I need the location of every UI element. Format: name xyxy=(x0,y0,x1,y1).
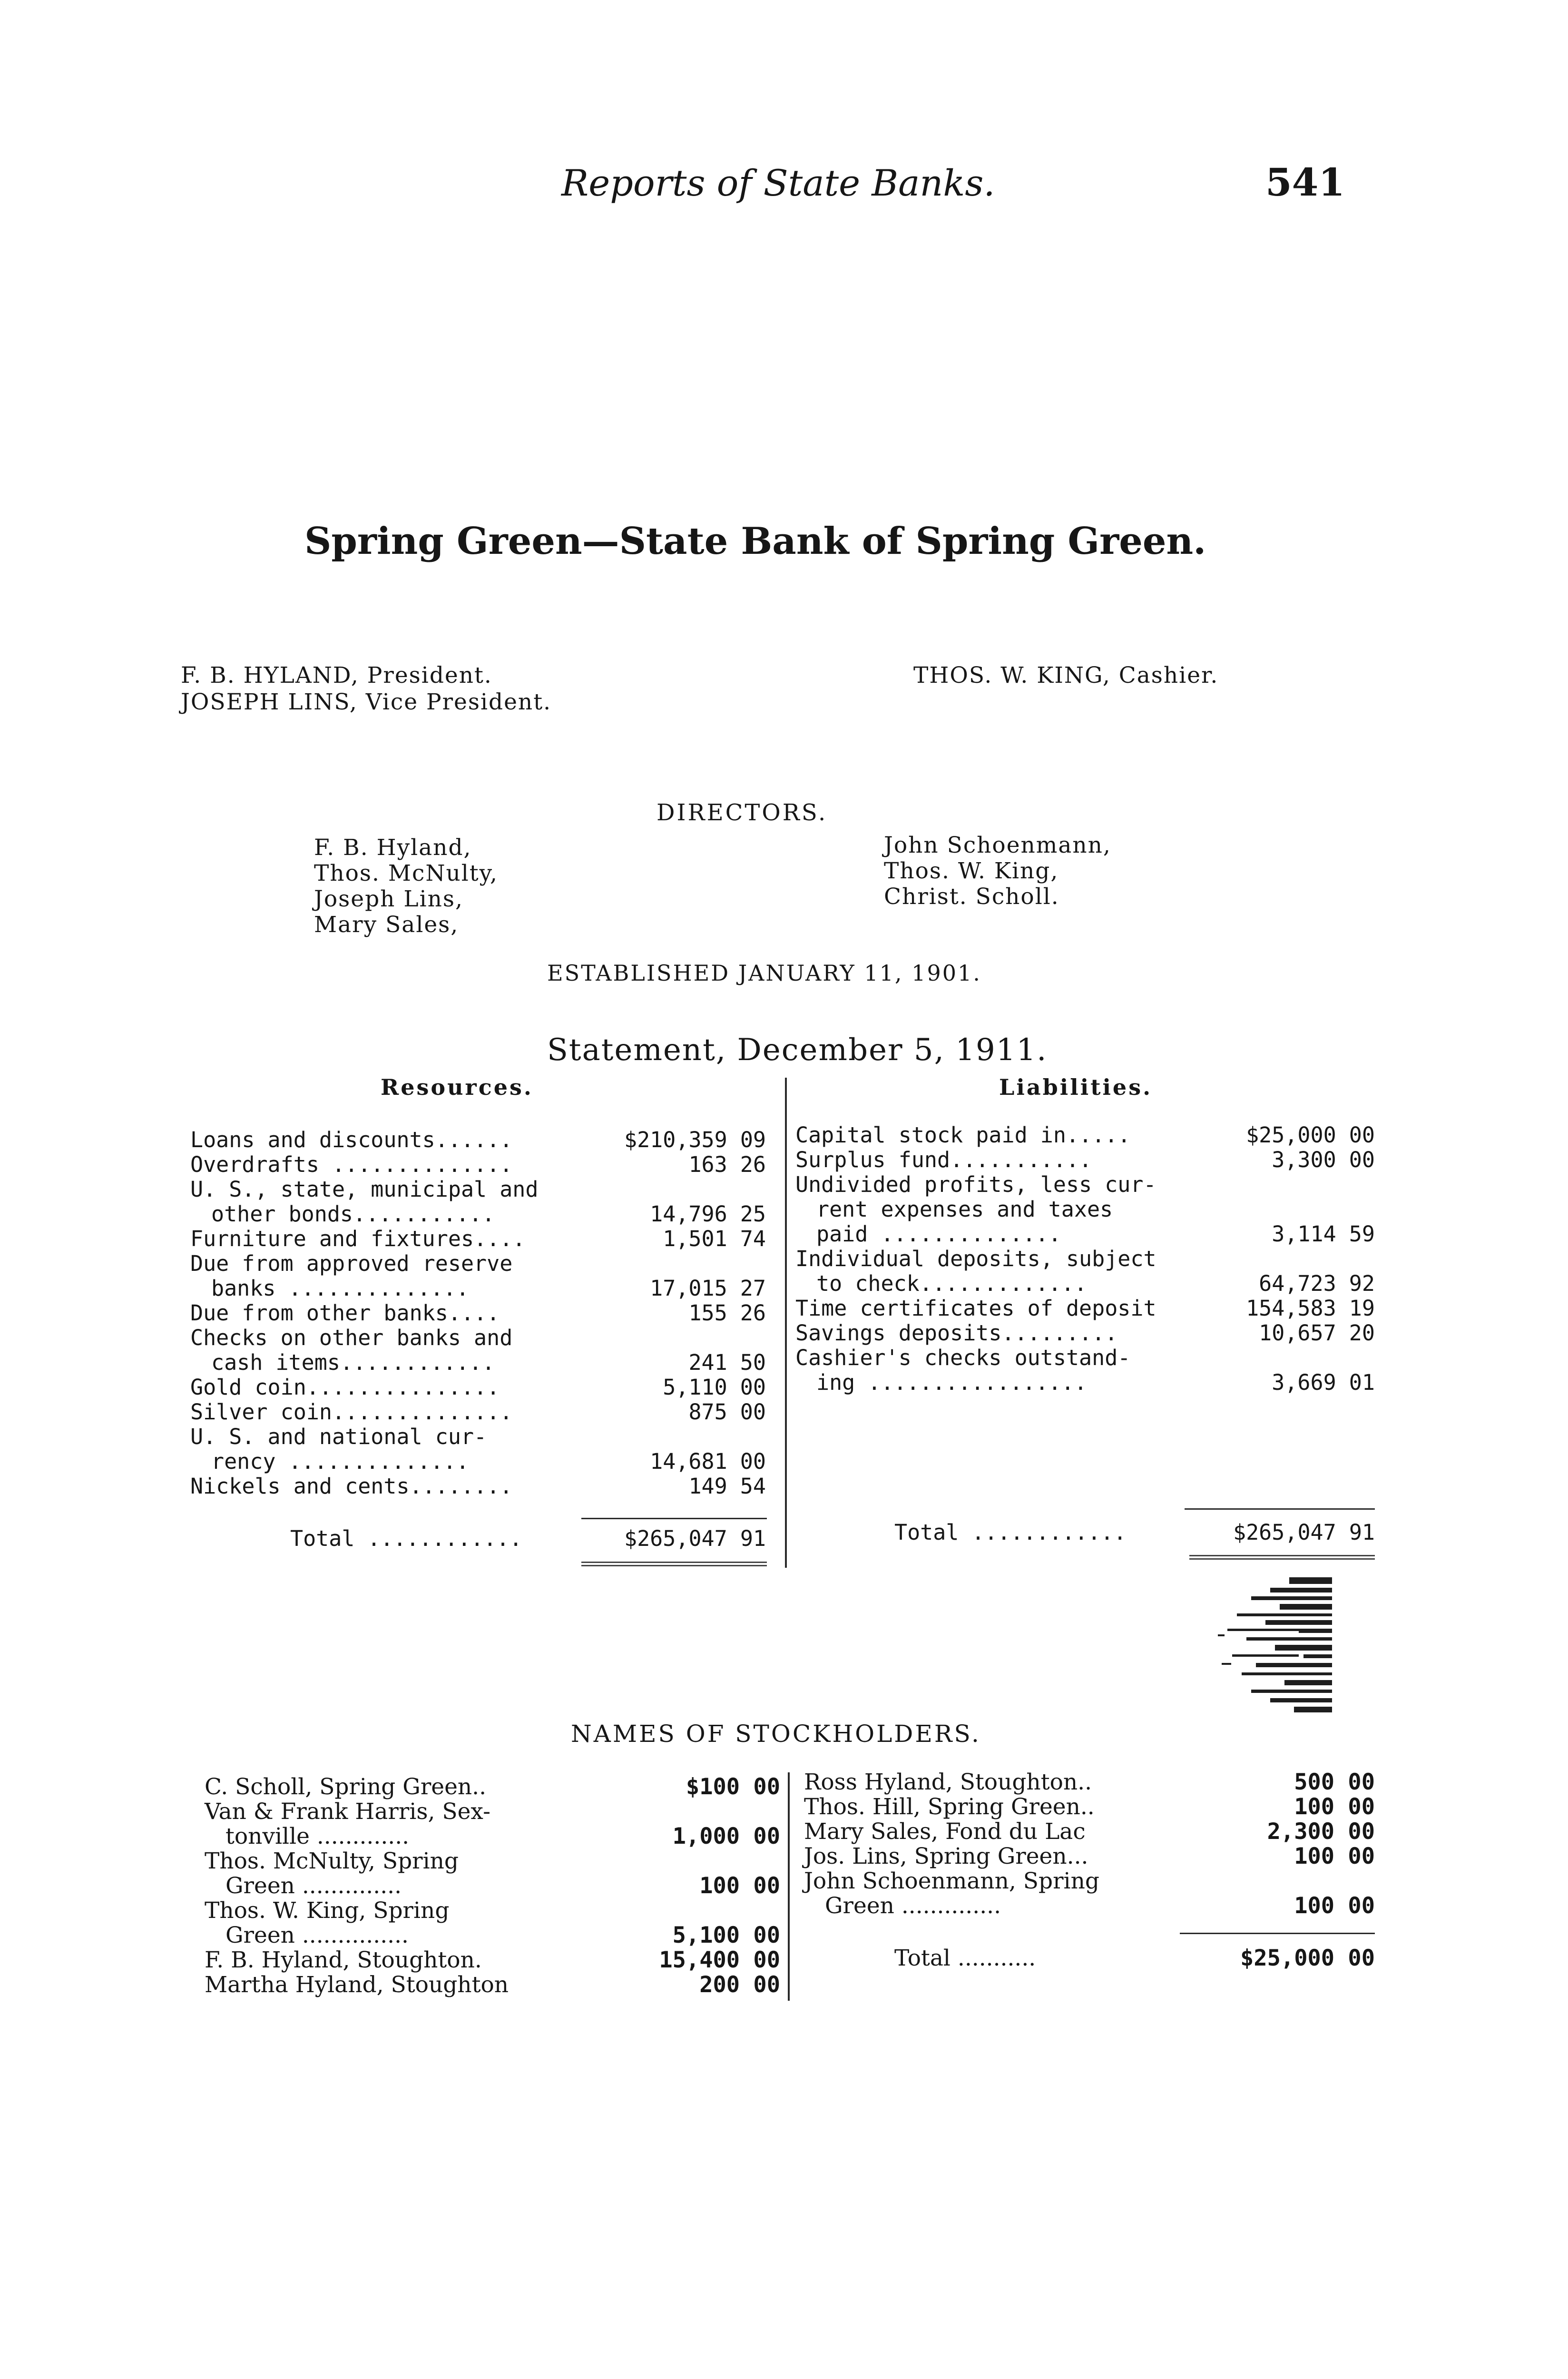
liabilities-heading: Liabilities. xyxy=(999,1074,1153,1100)
stockholder-row: Martha Hyland, Stoughton 200 00 xyxy=(205,1972,780,1998)
stockholder-row: John Schoenmann, Spring xyxy=(804,1868,1099,1894)
stockholder-row: Green ............... 5,100 00 xyxy=(225,1922,780,1948)
resource-row: Due from other banks.... 155 26 xyxy=(190,1300,766,1326)
director-name: Christ. Scholl. xyxy=(884,884,1059,910)
resource-row: Silver coin.............. 875 00 xyxy=(190,1399,766,1425)
resource-row: Checks on other banks and xyxy=(190,1325,513,1350)
stockholder-row: Ross Hyland, Stoughton.. 500 00 xyxy=(804,1769,1375,1795)
stockholders-right-list xyxy=(804,1770,1375,1918)
stockholder-row: Mary Sales, Fond du Lac 2,300 00 xyxy=(804,1819,1375,1845)
liability-row: Undivided profits, less cur- xyxy=(795,1172,1156,1197)
resource-row: Overdrafts .............. 163 26 xyxy=(190,1152,766,1177)
resource-row: rency .............. 14,681 00 xyxy=(211,1449,766,1474)
statement-title: Statement, December 5, 1911. xyxy=(547,1032,1048,1068)
liabilities-total-row: Total ............ $265,047 91 xyxy=(894,1520,1375,1545)
stockholder-row: Green .............. 100 00 xyxy=(825,1893,1375,1919)
resource-row: Loans and discounts...... $210,359 09 xyxy=(190,1127,766,1152)
directors-right-list xyxy=(884,833,1111,910)
bank-title: Spring Green—State Bank of Spring Green. xyxy=(304,520,1206,563)
director-name: Thos. W. King, xyxy=(884,858,1059,884)
officer-cashier: THOS. W. KING, Cashier. xyxy=(913,662,1219,688)
liability-row: Capital stock paid in..... $25,000 00 xyxy=(795,1122,1375,1148)
resource-row: U. S. and national cur- xyxy=(190,1424,487,1449)
directors-left-list xyxy=(314,835,498,938)
resources-double-rule xyxy=(581,1562,767,1566)
stockholder-row: Thos. McNulty, Spring xyxy=(205,1848,459,1874)
resource-row: other bonds........... 14,796 25 xyxy=(211,1201,766,1227)
stockholders-total-row: Total ........... $25,000 00 xyxy=(894,1945,1375,1971)
stockholders-left-list xyxy=(205,1775,780,1997)
resources-total-row: Total ............ $265,047 91 xyxy=(290,1526,766,1551)
page-number: 541 xyxy=(1265,160,1345,205)
liability-row: to check............. 64,723 92 xyxy=(816,1271,1375,1296)
resource-row: Nickels and cents........ 149 54 xyxy=(190,1474,766,1499)
resource-row: Furniture and fixtures.... 1,501 74 xyxy=(190,1226,766,1251)
liabilities-total-rule xyxy=(1185,1508,1375,1510)
director-name: F. B. Hyland, xyxy=(314,835,472,861)
stockholders-total xyxy=(894,1946,1375,1971)
resources-total xyxy=(290,1526,766,1551)
stockholder-row: Green .............. 100 00 xyxy=(225,1873,780,1899)
liability-row: Savings deposits......... 10,657 20 xyxy=(795,1320,1375,1346)
stockholder-row: Thos. Hill, Spring Green.. 100 00 xyxy=(804,1794,1375,1820)
director-name: Thos. McNulty, xyxy=(314,860,498,886)
resource-row: Due from approved reserve xyxy=(190,1251,513,1276)
liability-row: Cashier's checks outstand- xyxy=(795,1345,1131,1370)
running-title: Reports of State Banks. xyxy=(561,162,995,204)
liability-row: Surplus fund........... 3,300 00 xyxy=(795,1147,1375,1172)
liability-row: Individual deposits, subject xyxy=(795,1246,1156,1271)
officer-president: F. B. HYLAND, President. xyxy=(181,662,492,688)
liability-row: ing ................. 3,669 01 xyxy=(816,1370,1375,1395)
statement-divider xyxy=(785,1078,787,1568)
stockholder-row: tonville ............. 1,000 00 xyxy=(225,1823,780,1849)
directors-heading: DIRECTORS. xyxy=(657,799,828,826)
resources-heading: Resources. xyxy=(381,1074,533,1100)
liabilities-total xyxy=(894,1520,1375,1545)
resource-row: cash items............ 241 50 xyxy=(211,1350,766,1375)
stockholder-row: F. B. Hyland, Stoughton. 15,400 00 xyxy=(205,1947,780,1973)
established-date: ESTABLISHED JANUARY 11, 1901. xyxy=(547,960,981,986)
stockholders-total-rule xyxy=(1180,1933,1375,1934)
liabilities-list xyxy=(795,1123,1375,1395)
resources-list xyxy=(190,1128,766,1499)
stockholder-row: C. Scholl, Spring Green.. $100 00 xyxy=(205,1774,780,1800)
ink-blot-mark xyxy=(1218,1577,1332,1720)
director-name: John Schoenmann, xyxy=(884,832,1111,858)
stockholders-heading: NAMES OF STOCKHOLDERS. xyxy=(571,1720,981,1748)
liabilities-double-rule xyxy=(1189,1555,1375,1560)
resource-row: U. S., state, municipal and xyxy=(190,1177,539,1202)
stockholder-row: Van & Frank Harris, Sex- xyxy=(205,1799,490,1825)
officer-vice-president: JOSEPH LINS, Vice President. xyxy=(181,689,552,715)
director-name: Joseph Lins, xyxy=(314,886,463,912)
stockholders-divider xyxy=(788,1772,790,2001)
liability-row: paid .............. 3,114 59 xyxy=(816,1221,1375,1247)
resource-row: banks .............. 17,015 27 xyxy=(211,1276,766,1301)
director-name: Mary Sales, xyxy=(314,912,459,938)
resources-total-rule xyxy=(581,1518,767,1519)
liability-row: rent expenses and taxes xyxy=(816,1197,1113,1222)
resource-row: Gold coin............... 5,110 00 xyxy=(190,1375,766,1400)
stockholder-row: Jos. Lins, Spring Green... 100 00 xyxy=(804,1843,1375,1869)
liability-row: Time certificates of deposit 154,583 19 xyxy=(795,1296,1375,1321)
stockholder-row: Thos. W. King, Spring xyxy=(205,1897,450,1924)
